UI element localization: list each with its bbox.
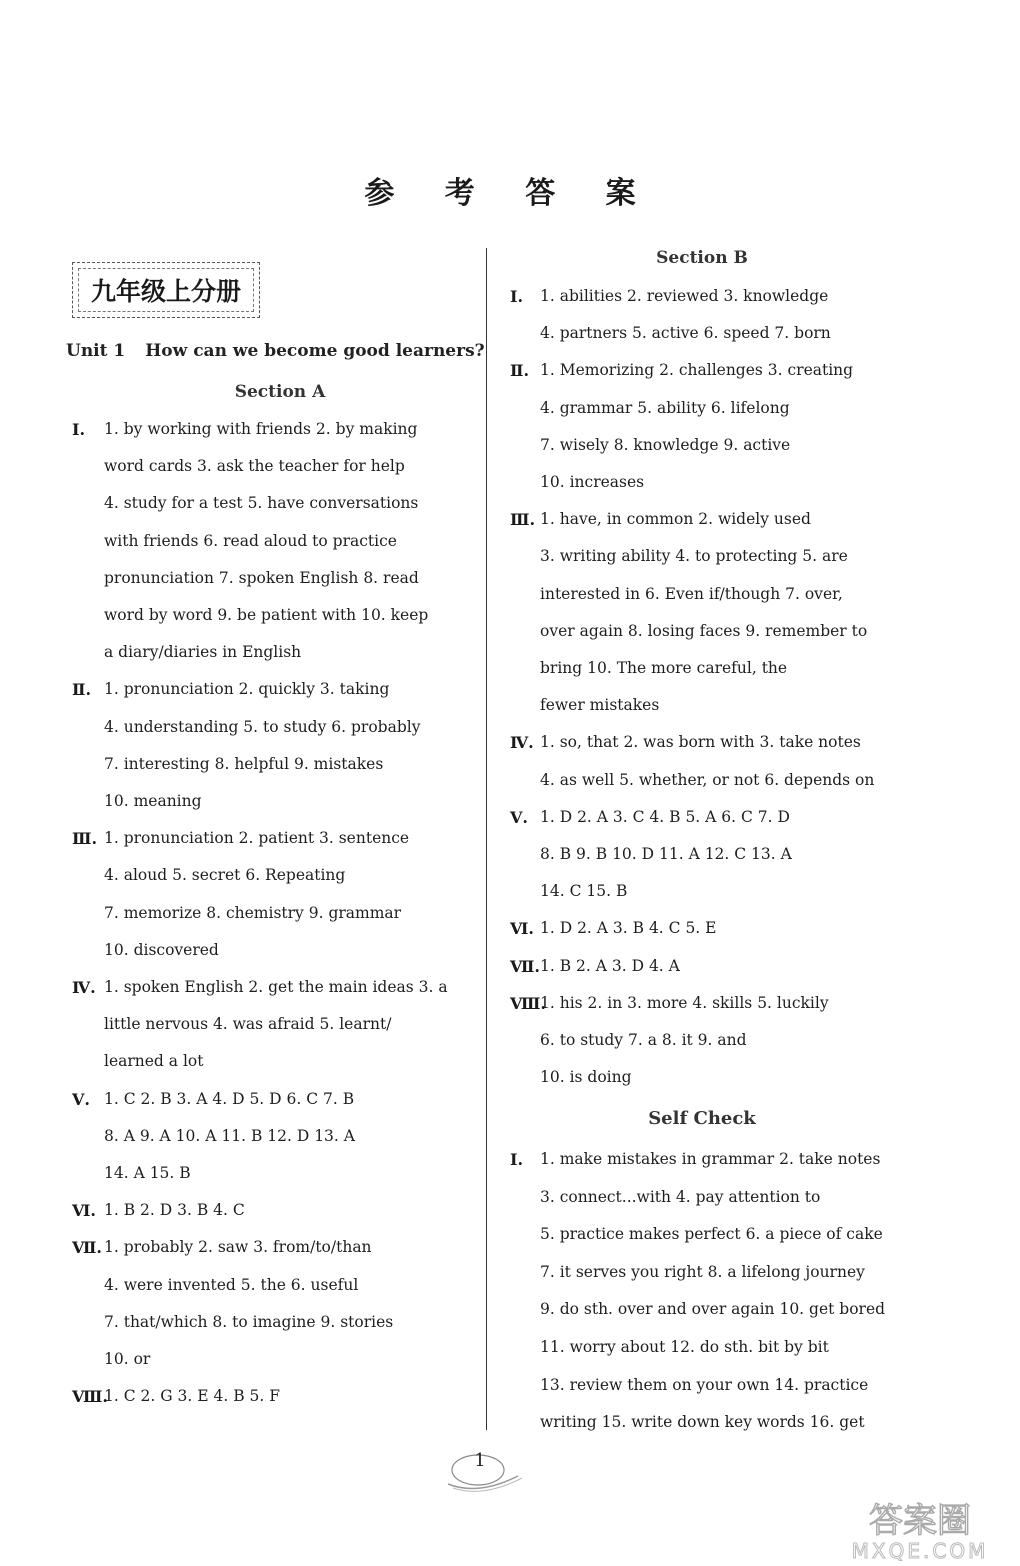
- answer-line: 13. review them on your own 14. practice: [540, 1375, 869, 1394]
- group-numeral: Ⅳ.: [510, 733, 534, 753]
- answer-line: 4. understanding 5. to study 6. probably: [104, 717, 421, 736]
- answer-line: bring 10. The more careful, the: [540, 659, 788, 677]
- answer-line: 1. C 2. G 3. E 4. B 5. F: [104, 1387, 280, 1406]
- answer-line: 7. memorize 8. chemistry 9. grammar: [104, 903, 402, 922]
- answer-line: word by word 9. be patient with 10. keep: [104, 606, 429, 624]
- answer-line: 1. pronunciation 2. quickly 3. taking: [104, 680, 390, 699]
- answer-line: 1. abilities 2. reviewed 3. knowledge: [540, 287, 829, 305]
- group-numeral: Ⅶ.: [510, 956, 540, 976]
- answer-line: learned a lot: [104, 1052, 204, 1071]
- answer-line: 10. or: [104, 1350, 151, 1368]
- answer-line: 7. it serves you right 8. a lifelong journey: [540, 1262, 865, 1281]
- answer-line: 1. have, in common 2. widely used: [540, 510, 811, 529]
- group-numeral: Ⅵ.: [72, 1201, 96, 1221]
- answer-line: 4. were invented 5. the 6. useful: [104, 1275, 359, 1294]
- answer-line: writing 15. write down key words 16. get: [540, 1413, 865, 1432]
- answer-line: 7. interesting 8. helpful 9. mistakes: [104, 754, 384, 773]
- answer-line: 1. pronunciation 2. patient 3. sentence: [104, 829, 410, 848]
- unit-heading: [66, 341, 505, 361]
- answer-line: 5. practice makes perfect 6. a piece of cake: [540, 1225, 883, 1244]
- watermark-url: MXQE.COM: [851, 1539, 989, 1563]
- answer-line: 3. connect...with 4. pay attention to: [540, 1187, 821, 1206]
- column-divider: [486, 248, 487, 1430]
- unit-title-text: How can we become good learners?: [145, 341, 485, 361]
- answer-line: pronunciation 7. spoken English 8. read: [104, 568, 419, 587]
- answer-line: 1. B 2. A 3. D 4. A: [540, 956, 680, 975]
- answer-line: 3. writing ability 4. to protecting 5. are: [540, 547, 848, 566]
- answer-line: 14. A 15. B: [104, 1164, 191, 1182]
- section-b-heading: Section B: [656, 248, 748, 268]
- answer-line: 14. C 15. B: [540, 882, 628, 901]
- unit-number: Unit 1: [66, 341, 126, 361]
- answer-line: 7. that/which 8. to imagine 9. stories: [104, 1312, 394, 1331]
- group-numeral: Ⅱ.: [510, 361, 530, 381]
- answer-line: little nervous 4. was afraid 5. learnt/: [104, 1015, 392, 1034]
- answer-line: 4. aloud 5. secret 6. Repeating: [104, 866, 346, 885]
- answer-line: a diary/diaries in English: [104, 643, 302, 662]
- answer-line: fewer mistakes: [540, 696, 660, 715]
- answer-line: 1. so, that 2. was born with 3. take notes: [540, 733, 861, 752]
- watermark-logo: [830, 1494, 1010, 1564]
- answer-line: 4. study for a test 5. have conversations: [104, 494, 419, 513]
- group-numeral: Ⅷ.: [72, 1387, 108, 1407]
- group-numeral: Ⅲ.: [72, 829, 98, 849]
- answer-line: 6. to study 7. a 8. it 9. and: [540, 1031, 747, 1049]
- answer-line: 1. spoken English 2. get the main ideas 3. a: [104, 978, 448, 996]
- answer-line: 11. worry about 12. do sth. bit by bit: [540, 1338, 829, 1356]
- answer-line: 4. grammar 5. ability 6. lifelong: [540, 398, 790, 417]
- answer-line: 1. D 2. A 3. C 4. B 5. A 6. C 7. D: [540, 807, 790, 826]
- answer-line: interested in 6. Even if/though 7. over,: [540, 584, 843, 603]
- answer-line: 7. wisely 8. knowledge 9. active: [540, 435, 791, 454]
- group-numeral: Ⅱ.: [72, 680, 92, 700]
- answer-line: 8. A 9. A 10. A 11. B 12. D 13. A: [104, 1126, 355, 1145]
- group-numeral: Ⅰ.: [510, 287, 524, 306]
- volume-label: 九年级上分册: [78, 268, 254, 312]
- answer-line: 1. probably 2. saw 3. from/to/than: [104, 1238, 372, 1257]
- answer-line: 4. partners 5. active 6. speed 7. born: [540, 324, 831, 343]
- answer-line: 8. B 9. B 10. D 11. A 12. C 13. A: [540, 845, 792, 863]
- page-title: 参 考 答 案: [364, 176, 656, 211]
- answer-line: 1. Memorizing 2. challenges 3. creating: [540, 361, 854, 380]
- group-numeral: Ⅶ.: [72, 1238, 102, 1258]
- answer-line: 1. C 2. B 3. A 4. D 5. D 6. C 7. B: [104, 1089, 355, 1108]
- group-numeral: Ⅰ.: [510, 1150, 524, 1169]
- section-a-heading: Section A: [234, 382, 326, 402]
- answer-line: 4. as well 5. whether, or not 6. depends on: [540, 770, 875, 789]
- answer-line: 1. make mistakes in grammar 2. take notes: [540, 1150, 881, 1168]
- group-numeral: Ⅴ.: [72, 1089, 90, 1109]
- answer-line: 1. by working with friends 2. by making: [104, 420, 418, 438]
- group-numeral: Ⅳ.: [72, 978, 96, 997]
- group-numeral: Ⅴ.: [510, 807, 528, 827]
- answer-line: 10. meaning: [104, 792, 202, 810]
- answer-line: with friends 6. read aloud to practice: [104, 531, 397, 550]
- group-numeral: Ⅲ.: [510, 510, 536, 530]
- answer-line: 10. is doing: [540, 1068, 632, 1087]
- watermark-text: 答案圈: [869, 1501, 971, 1541]
- group-numeral: Ⅰ.: [72, 420, 86, 439]
- group-numeral: Ⅵ.: [510, 919, 534, 939]
- answer-line: 1. his 2. in 3. more 4. skills 5. luckily: [540, 993, 829, 1012]
- answer-line: word cards 3. ask the teacher for help: [104, 457, 405, 476]
- answer-line: 9. do sth. over and over again 10. get bored: [540, 1300, 886, 1319]
- answer-line: 1. D 2. A 3. B 4. C 5. E: [540, 919, 717, 938]
- answer-line: 10. discovered: [104, 940, 219, 959]
- answer-line: over again 8. losing faces 9. remember to: [540, 621, 868, 640]
- page-number: 1: [474, 1450, 486, 1471]
- answer-line: 1. B 2. D 3. B 4. C: [104, 1201, 245, 1220]
- volume-label-box: [72, 262, 260, 318]
- self-check-heading: Self Check: [648, 1108, 756, 1129]
- group-numeral: Ⅷ.: [510, 993, 546, 1013]
- answer-line: 10. increases: [540, 473, 645, 491]
